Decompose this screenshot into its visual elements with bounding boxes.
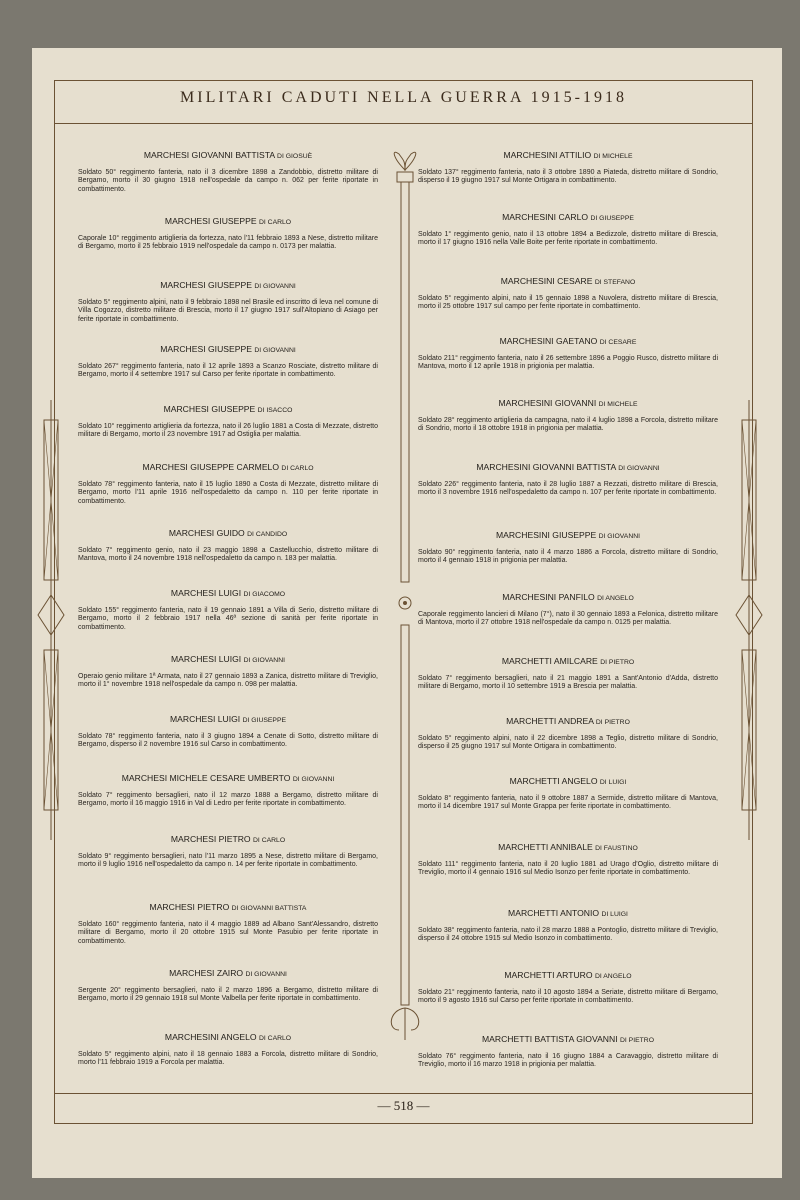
soldier-name: MARCHESINI PANFILO DI ANGELO <box>502 592 634 602</box>
soldier-record: Soldato 7° reggimento bersaglieri, nato il 21 maggio 1891 a Sant'Antonio d'Adda, distretto militare di Bergamo, morto il 10 settembre 1919 a Brescia per malattia. <box>418 675 718 691</box>
list-item <box>418 462 718 498</box>
soldier-name: MARCHESINI ANGELO DI CARLO <box>164 1032 292 1042</box>
list-item <box>78 834 378 870</box>
soldier-record: Soldato 5° reggimento alpini, nato il 9 febbraio 1898 nel Brasile ed inscritto di leva nel comune di Villa Cogozzo, distretto militare di Brescia, morto il 17 giugno 1917 sull'Altopiano di Asiago per ferite riportate in combattimento. <box>78 299 378 323</box>
soldier-record: Operaio genio militare 1ª Armata, nato il 27 gennaio 1893 a Zanica, distretto militare di Treviglio, morto il 1° novembre 1918 nell'ospedale da campo n. 098 per malattia. <box>78 673 378 689</box>
list-item <box>78 150 378 194</box>
list-item <box>418 592 718 628</box>
soldier-name: MARCHESI GUIDO DI CANDIDO <box>168 528 288 538</box>
list-item <box>78 344 378 380</box>
right-spear-ornament-icon <box>734 400 764 840</box>
soldier-record: Soldato 90° reggimento fanteria, nato il 4 marzo 1886 a Forcola, distretto militare di Sondrio, morto il 4 gennaio 1918 in prigionia per malattia. <box>418 549 718 565</box>
soldier-record: Soldato 7° reggimento bersaglieri, nato il 12 marzo 1888 a Bergamo, distretto militare di Bergamo, morto il 16 maggio 1916 in Val di Ledro per ferite riportate in combattimento. <box>78 792 378 808</box>
soldier-record: Soldato 9° reggimento bersaglieri, nato l'11 marzo 1895 a Nese, distretto militare di Bergamo, morto il 9 luglio 1916 nell'ospedaletto da campo n. 14 per ferite riportate in combattimento. <box>78 853 378 869</box>
soldier-name: MARCHESI PIETRO DI CARLO <box>170 834 286 844</box>
soldier-name: MARCHESI ZAIRO DI GIOVANNI <box>169 968 287 978</box>
list-item <box>418 530 718 566</box>
soldier-record: Soldato 5° reggimento alpini, nato il 22 dicembre 1898 a Teglio, distretto militare di Sondrio, disperso il 25 giugno 1917 sul Monte Ortigara in combattimento. <box>418 735 718 751</box>
soldier-record: Soldato 5° reggimento alpini, nato il 18 gennaio 1883 a Forcola, distretto militare di Sondrio, morto l'11 febbraio 1919 a Forcola per malattia. <box>78 1051 378 1067</box>
soldier-name: MARCHESI GIUSEPPE DI GIOVANNI <box>160 344 296 354</box>
list-item <box>418 908 718 944</box>
list-item <box>78 528 378 564</box>
soldier-record: Soldato 7° reggimento genio, nato il 23 maggio 1898 a Castellucchio, distretto militare di Mantova, morto il 24 novembre 1918 nell'ospedaletto da campo n. 183 per malattia. <box>78 547 378 563</box>
soldier-record: Soldato 21° reggimento fanteria, nato il 10 agosto 1894 a Seriate, distretto militare di Bergamo, morto il 9 agosto 1916 sul Carso per ferite riportate in combattimento. <box>418 989 718 1005</box>
header-rule <box>54 123 753 124</box>
list-item <box>418 398 718 434</box>
list-item <box>418 212 718 248</box>
soldier-record: Soldato 1° reggimento genio, nato il 13 ottobre 1894 a Bedizzole, distretto militare di Brescia, morto il 17 giugno 1916 nella Valle Boite per ferite riportate in combattimento. <box>418 231 718 247</box>
page-title: MILITARI CADUTI NELLA GUERRA 1915-1918 <box>180 89 627 106</box>
soldier-record: Soldato 10° reggimento artiglieria da fortezza, nato il 26 luglio 1881 a Costa di Mezzate, distretto militare di Bergamo, morto il 23 novembre 1917 ad Ostiglia per malattia. <box>78 423 378 439</box>
soldier-record: Soldato 50° reggimento fanteria, nato il 3 dicembre 1898 a Zandobbio, distretto militare di Bergamo, morto il 30 giugno 1918 nell'ospedale da campo n. 062 per ferite riportate in combattimento. <box>78 169 378 193</box>
soldier-name: MARCHESI LUIGI DI GIUSEPPE <box>169 714 287 724</box>
footer-rule <box>54 1093 753 1094</box>
list-item <box>418 656 718 692</box>
list-item <box>418 970 718 1006</box>
soldier-name: MARCHETTI BATTISTA GIOVANNI DI PIETRO <box>482 1034 654 1044</box>
soldier-record: Soldato 8° reggimento fanteria, nato il 9 ottobre 1887 a Sermide, distretto militare di Mantova, morto il 14 dicembre 1917 sul Monte Grappa per ferite riportate in combattimento. <box>418 795 718 811</box>
list-item <box>78 773 378 809</box>
soldier-record: Soldato 38° reggimento fanteria, nato il 28 marzo 1888 a Pontoglio, distretto militare di Treviglio, disperso il 24 ottobre 1915 sul Medio Isonzo in combattimento. <box>418 927 718 943</box>
soldier-record: Soldato 137° reggimento fanteria, nato il 3 ottobre 1890 a Piateda, distretto militare di Sondrio, disperso il 19 giugno 1917 sul Monte Ortigara in combattimento. <box>418 169 718 185</box>
soldier-record: Soldato 267° reggimento fanteria, nato il 12 aprile 1893 a Scanzo Rosciate, distretto militare di Bergamo, morto il 4 settembre 1917 sul Carso per ferite riportate in combattimento. <box>78 363 378 379</box>
list-item <box>78 588 378 632</box>
soldier-name: MARCHESINI GIOVANNI DI MICHELE <box>498 398 638 408</box>
list-item <box>78 404 378 440</box>
soldier-name: MARCHESI LUIGI DI GIOVANNI <box>170 654 285 664</box>
soldier-name: MARCHESI GIUSEPPE CARMELO DI CARLO <box>142 462 314 472</box>
soldier-name: MARCHESI GIOVANNI BATTISTA DI GIOSUÈ <box>143 150 313 160</box>
list-item <box>418 1034 718 1070</box>
soldier-name: MARCHETTI ARTURO DI ANGELO <box>504 970 632 980</box>
list-item <box>418 716 718 752</box>
soldier-record: Soldato 5° reggimento alpini, nato il 15 gennaio 1898 a Nuvolera, distretto militare di Brescia, morto il 25 ottobre 1917 sul campo per ferite riportate in combattimento. <box>418 295 718 311</box>
soldier-name: MARCHESINI GIUSEPPE DI GIOVANNI <box>495 530 641 540</box>
soldier-record: Caporale 10° reggimento artiglieria da fortezza, nato l'11 febbraio 1893 a Nese, distretto militare di Bergamo, morto il 25 febbraio 1919 nell'ospedale da campo n. 0173 per malattia. <box>78 235 378 251</box>
soldier-record: Soldato 155° reggimento fanteria, nato il 19 gennaio 1891 a Villa di Serio, distretto militare di Bergamo, morto il 2 febbraio 1917 nella 46ª sezione di sanità per ferite riportate in combattimento. <box>78 607 378 631</box>
soldier-name: MARCHESI GIUSEPPE DI GIOVANNI <box>160 280 296 290</box>
list-item <box>418 276 718 312</box>
list-item <box>78 280 378 324</box>
soldier-record: Soldato 111° reggimento fanteria, nato il 20 luglio 1881 ad Urago d'Oglio, distretto militare di Treviglio, morto il 4 gennaio 1916 sul Medio Isonzo per ferite riportate in combattimento. <box>418 861 718 877</box>
soldier-record: Soldato 28° reggimento artiglieria da campagna, nato il 4 luglio 1898 a Forcola, distretto militare di Sondrio, morto il 18 ottobre 1918 in prigionia per malattia. <box>418 417 718 433</box>
soldier-name: MARCHETTI ANNIBALE DI FAUSTINO <box>498 842 638 852</box>
soldier-name: MARCHESINI CARLO DI GIUSEPPE <box>502 212 634 222</box>
soldier-name: MARCHESINI CESARE DI STEFANO <box>500 276 636 286</box>
soldier-record: Soldato 78° reggimento fanteria, nato il 3 giugno 1894 a Cenate di Sotto, distretto militare di Bergamo, disperso il 2 novembre 1916 sul Carso in combattimento. <box>78 733 378 749</box>
list-item <box>78 714 378 750</box>
soldier-name: MARCHETTI ANGELO DI LUIGI <box>509 776 627 786</box>
list-item <box>78 216 378 252</box>
soldier-name: MARCHESINI GAETANO DI CESARE <box>499 336 637 346</box>
right-column <box>418 128 718 1088</box>
soldier-name: MARCHETTI AMILCARE DI PIETRO <box>501 656 635 666</box>
left-column <box>78 128 378 1088</box>
soldier-record: Caporale reggimento lancieri di Milano (7°), nato il 30 gennaio 1893 a Felonica, distretto militare di Mantova, morto il 27 ottobre 1918 nell'ospedale da campo n. 0125 per malattia. <box>418 611 718 627</box>
soldier-record: Soldato 226° reggimento fanteria, nato il 28 luglio 1887 a Rezzati, distretto militare di Brescia, morto il 3 novembre 1916 nell'ospedaletto da campo n. 107 per ferite riportate in combattimento. <box>418 481 718 497</box>
list-item <box>78 654 378 690</box>
soldier-name: MARCHESI GIUSEPPE DI CARLO <box>164 216 292 226</box>
soldier-name: MARCHESINI GIOVANNI BATTISTA DI GIOVANNI <box>476 462 660 472</box>
left-spear-ornament-icon <box>36 400 66 840</box>
list-item <box>78 902 378 946</box>
list-item <box>78 1032 378 1068</box>
soldier-name: MARCHESI PIETRO DI GIOVANNI BATTISTA <box>149 902 307 912</box>
list-item <box>78 968 378 1004</box>
soldier-name: MARCHESINI ATTILIO DI MICHELE <box>503 150 633 160</box>
soldier-name: MARCHETTI ANTONIO DI LUIGI <box>508 908 628 918</box>
list-item <box>78 462 378 506</box>
list-item <box>418 776 718 812</box>
list-item <box>418 336 718 372</box>
page-number: — 518 — <box>377 1098 430 1113</box>
soldier-name: MARCHETTI ANDREA DI PIETRO <box>506 716 630 726</box>
soldier-name: MARCHESI LUIGI DI GIACOMO <box>170 588 286 598</box>
soldier-record: Soldato 211° reggimento fanteria, nato il 26 settembre 1896 a Poggio Rusco, distretto militare di Mantova, morto il 12 aprile 1918 in prigionia per malattia. <box>418 355 718 371</box>
soldier-record: Soldato 76° reggimento fanteria, nato il 16 giugno 1884 a Caravaggio, distretto militare di Treviglio, morto il 16 marzo 1918 in prigionia per malattia. <box>418 1053 718 1069</box>
soldier-record: Soldato 78° reggimento fanteria, nato il 15 luglio 1890 a Costa di Mezzate, distretto militare di Bergamo, morto l'11 aprile 1916 nell'ospedaletto da campo n. 110 per ferite riportate in combattimento. <box>78 481 378 505</box>
list-item <box>418 842 718 878</box>
soldier-record: Soldato 160° reggimento fanteria, nato il 4 maggio 1889 ad Albano Sant'Alessandro, distretto militare di Bergamo, morto il 20 ottobre 1915 sul Monte Pasubio per ferite riportate in combattimento. <box>78 921 378 945</box>
soldier-record: Sergente 20° reggimento bersaglieri, nato il 2 marzo 1896 a Bergamo, distretto militare di Bergamo, morto il 29 gennaio 1918 sul Monte Valbella per ferite riportate in combattimento. <box>78 987 378 1003</box>
soldier-name: MARCHESI GIUSEPPE DI ISACCO <box>163 404 293 414</box>
soldier-name: MARCHESI MICHELE CESARE UMBERTO DI GIOVANNI <box>121 773 335 783</box>
list-item <box>418 150 718 186</box>
